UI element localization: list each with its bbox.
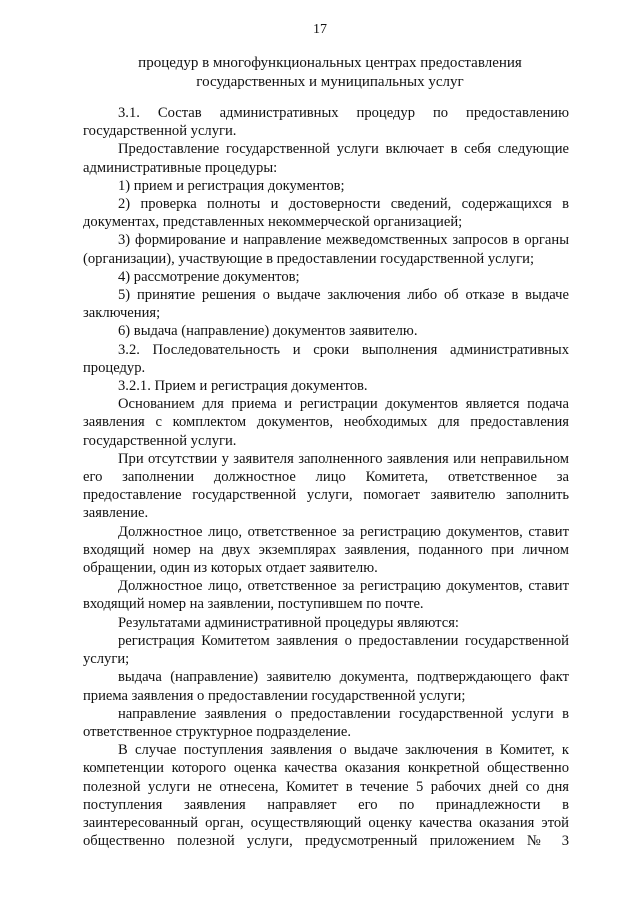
paragraph-basis: Основанием для приема и регистрации документов является подача заявления с комплектом документов, необходимых для предоставления государственной услуги.	[83, 396, 569, 449]
document-body	[83, 104, 569, 850]
heading-line-2: государственных и муниципальных услуг	[196, 74, 464, 90]
paragraph-redirect: В случае поступления заявления о выдаче заключения в Комитет, к компетенции которого оценка качества оказания конкретной общественно полезной услуги не отнесена, Комитет в течение 5 рабочих дней со дня поступления заявления направляет его по принадлежности в заинтересованный орган, осуществляющий оценку качества оказания этой общественно полезной услуги, предусмотренный приложением № 3	[83, 742, 569, 850]
paragraph-official-personal: Должностное лицо, ответственное за регистрацию документов, ставит входящий номер на двух экземплярах заявления, поданного при личном обращении, один из которых отдает заявителю.	[83, 523, 569, 577]
list-item-5: 5) принятие решения о выдаче заключения либо об отказе в выдаче заключения;	[83, 287, 569, 322]
page-number: 17	[313, 22, 327, 37]
paragraph-3-1: 3.1. Состав административных процедур по предоставлению государственной услуги.	[83, 105, 569, 140]
paragraph-absence: При отсутствии у заявителя заполненного заявления или неправильном его заполнении должностное лицо Комитета, ответственное за предоставление государственной услуги, помогает заявителю заполнить заявление.	[83, 450, 569, 522]
paragraph-results: Результатами административной процедуры являются:	[118, 614, 459, 631]
list-item-1: 1) прием и регистрация документов;	[118, 177, 345, 194]
paragraph-intro: Предоставление государственной услуги включает в себя следующие административные процедуры:	[83, 141, 569, 176]
heading-line-1: процедур в многофункциональных центрах предоставления	[138, 55, 522, 71]
result-item-2: выдача (направление) заявителю документа, подтверждающего факт приема заявления о предоставлении государственной услуги;	[83, 669, 569, 704]
list-item-2: 2) проверка полноты и достоверности сведений, содержащихся в документах, представленных некоммерческой организацией;	[83, 196, 569, 231]
section-heading	[80, 54, 580, 92]
paragraph-official-mail: Должностное лицо, ответственное за регистрацию документов, ставит входящий номер на заявлении, поступившем по почте.	[83, 578, 569, 613]
result-item-1: регистрация Комитетом заявления о предоставлении государственной услуги;	[83, 632, 569, 668]
paragraph-3-2: 3.2. Последовательность и сроки выполнения административных процедур.	[83, 341, 569, 376]
result-item-3: направление заявления о предоставлении государственной услуги в ответственное структурное подразделение.	[83, 705, 569, 740]
list-item-4: 4) рассмотрение документов;	[118, 268, 300, 285]
list-item-3: 3) формирование и направление межведомственных запросов в органы (организации), участвующие в предоставлении государственной услуги;	[83, 232, 569, 267]
list-item-6: 6) выдача (направление) документов заявителю.	[118, 323, 418, 340]
paragraph-3-2-1: 3.2.1. Прием и регистрация документов.	[118, 378, 368, 395]
